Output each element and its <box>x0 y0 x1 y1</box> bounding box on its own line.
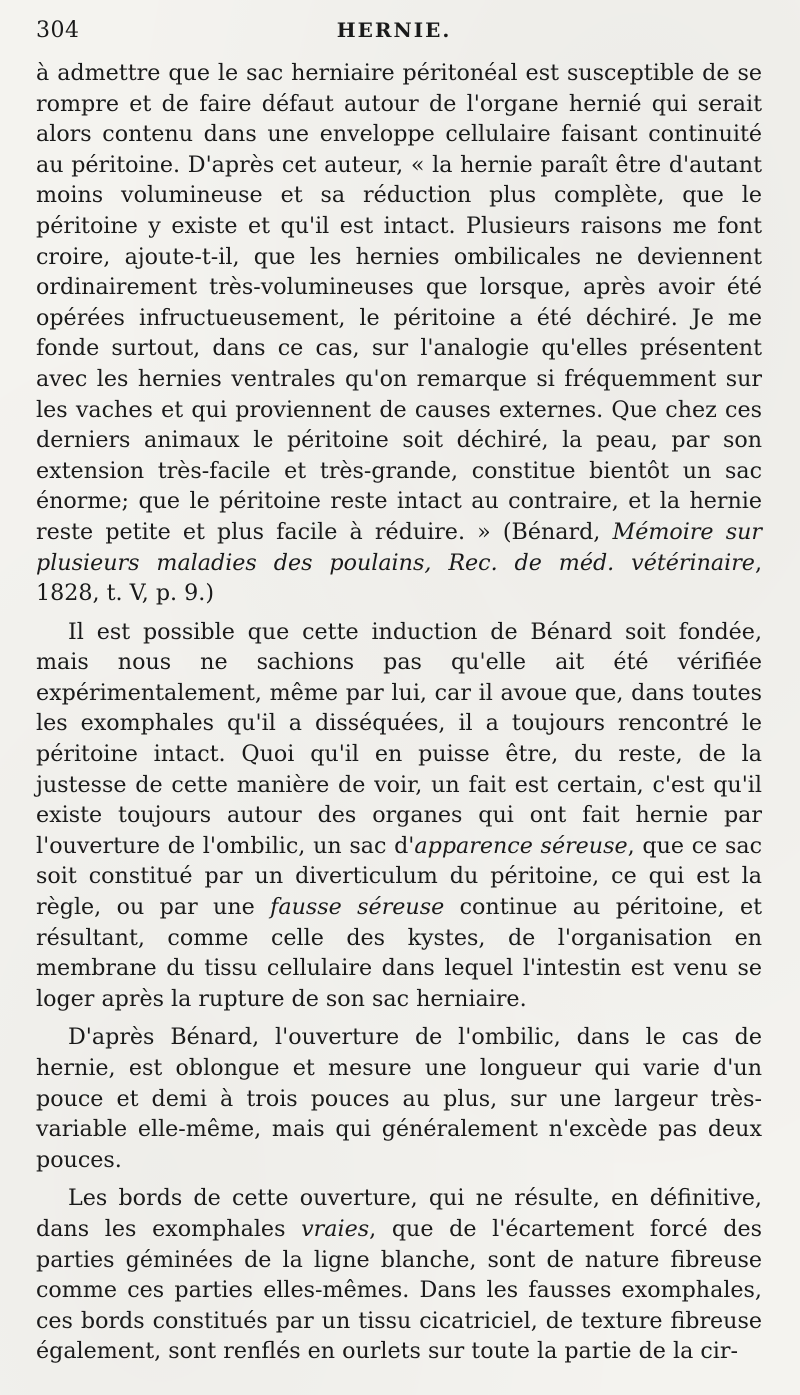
body-text <box>36 58 762 1367</box>
page-header <box>36 18 760 48</box>
paragraph-4 <box>36 1183 762 1367</box>
paragraph-1 <box>36 58 762 609</box>
text-segment: Il est possible que cette induction de Bénard soit fondée, mais nous ne sachions pas qu'elle ait été vérifiée expérimentalement, même par lui, car il avoue que, dans toutes les exomphales qu'il a disséquées, il a toujours rencontré le péritoine intact. Quoi qu'il en puisse être, du reste, de la justesse de cette manière de voir, un fait est certain, c'est qu'il existe toujours autour des organes qui ont fait hernie par l'ouverture de l'ombilic, un sac d' <box>36 618 762 859</box>
citation-title: Mémoire sur plusieurs maladies des poulains, Rec. de méd. vétérinaire <box>36 518 762 576</box>
page-number: 304 <box>36 18 80 43</box>
paragraph-2 <box>36 617 762 1015</box>
text-segment: à admettre que le sac herniaire péritonéal est susceptible de se rompre et de faire défaut autour de l'organe hernié qui serait alors contenu dans une enveloppe cellulaire faisant continuité au péritoine. D'après cet auteur, « la hernie paraît être d'autant moins volumineuse et sa réduction plus complète, que le péritoine y existe et qu'il est intact. Plusieurs raisons me font croire, ajoute-t-il, que les hernies ombilicales ne deviennent ordinairement très-volumineuses que lorsque, après avoir été opérées infructueusement, le péritoine a été déchiré. Je me fonde surtout, dans ce cas, sur l'analogie qu'elles présentent avec les hernies ventrales qu'on remarque si fréquemment sur les vaches et qui proviennent de causes externes. Que chez ces derniers animaux le péritoine soit déchiré, la peau, par son extension très-facile et très-grande, constitue bientôt un sac énorme; que le péritoine reste intact au contraire, et la hernie reste petite et plus facile à réduire. » (Bénard, <box>36 60 762 545</box>
text-segment: , 1828, t. V, p. 9.) <box>36 549 762 607</box>
running-title: HERNIE. <box>336 18 452 42</box>
text-segment: D'après Bénard, l'ouverture de l'ombilic, dans le cas de hernie, est oblongue et mesure une longueur qui varie d'un pouce et demi à trois pouces au plus, sur une largeur très-variable elle-même, mais qui généralement n'excède pas deux pouces. <box>36 1024 762 1173</box>
text-segment: , que ce sac soit constitué par un diverticulum du péritoine, ce qui est la règle, ou par une <box>36 832 763 921</box>
paragraph-3 <box>36 1022 762 1175</box>
text-segment: Les bords de cette ouverture, qui ne résulte, en définitive, dans les exomphales <box>36 1185 762 1242</box>
text-segment: , que de l'écartement forcé des parties géminées de la ligne blanche, sont de nature fibreuse comme ces parties elles-mêmes. Dans les fausses exomphales, ces bords constitués par un tissu cicatriciel, de texture fibreuse également, sont renflés en ourlets sur toute la partie de la cir- <box>36 1215 762 1365</box>
italic-term: fausse séreuse <box>270 894 445 921</box>
italic-term: apparence séreuse <box>414 832 628 859</box>
text-segment: continue au péritoine, et résultant, comme celle des kystes, de l'organisation en membrane du tissu cellulaire dans lequel l'intestin est venu se loger après la rupture de son sac herniaire. <box>36 894 763 1012</box>
italic-term: vraies <box>301 1215 370 1242</box>
